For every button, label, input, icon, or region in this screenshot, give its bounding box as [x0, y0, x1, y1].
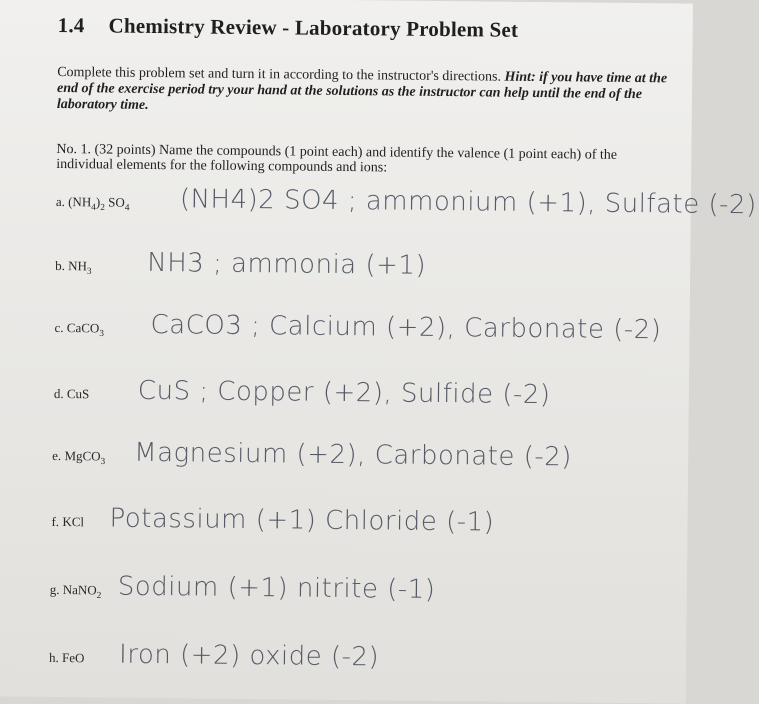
item-c: [54, 309, 661, 345]
chemical-formula: MgCO$_3$: [64, 448, 106, 468]
section-number: 1.4: [57, 12, 85, 38]
question-prompt: No. 1. (32 points) Name the compounds (1 point each) and identify the valence (1 point each) of the individual elements for the following compounds and ions:: [56, 141, 618, 176]
handwritten-answer: NH3 ; ammonia (+1): [147, 247, 427, 281]
title-text: Chemistry Review - Laboratory Problem Set: [108, 13, 519, 42]
item-label: b. $NH_3$: [55, 257, 92, 277]
item-label: f. KCl: [51, 513, 85, 530]
item-g: [50, 571, 436, 605]
item-label: g. NaNO$_2$: [49, 581, 102, 602]
handwritten-answer: (NH4)2 SO4 ; ammonium (+1), Sulfate (-2): [179, 184, 757, 221]
handwritten-answer: Sodium (+1) nitrite (-1): [117, 571, 436, 605]
item-label: h. FeO: [49, 649, 85, 666]
chemical-formula: $NH_3$: [68, 258, 92, 277]
item-h: [49, 639, 379, 672]
handwritten-answer: CuS ; Copper (+2), Sulfide (-2): [137, 375, 551, 411]
item-d: [54, 375, 551, 410]
instructions-text: Complete this problem set and turn it in according to the instructor's directions.: [57, 64, 505, 85]
handwritten-answer: Iron (+2) oxide (-2): [118, 639, 380, 673]
handwritten-answer: CaCO3 ; Calcium (+2), Carbonate (-2): [150, 309, 662, 346]
chemical-formula: CuS: [66, 386, 90, 402]
page-title: [58, 13, 519, 43]
item-label: e. MgCO$_3$: [52, 447, 106, 468]
handwritten-answer: Magnesium (+2), Carbonate (-2): [134, 437, 573, 473]
chemical-formula: NaNO$_2$: [62, 582, 102, 602]
chemical-formula: KCl: [62, 514, 85, 530]
item-e: [52, 437, 572, 472]
chemical-formula: FeO: [62, 650, 85, 666]
item-label: c. CaCO$_3$: [54, 319, 104, 340]
handwritten-answer: Potassium (+1) Chloride (-1): [109, 503, 495, 538]
item-f: [51, 503, 494, 538]
chemical-formula: $(NH_4)_2$ $SO_4$: [68, 194, 130, 214]
chemical-formula: CaCO$_3$: [66, 320, 104, 340]
item-label: d. CuS: [53, 385, 90, 402]
item-label: a. $(NH_4)_2$ $SO_4$: [55, 193, 130, 214]
hint-text: Hint: if you have time at the end of the exercise period try your hand at the solutions as the instructor can help until the end of the laboratory time.: [56, 69, 668, 113]
item-a: [56, 183, 757, 220]
item-b: [55, 247, 426, 281]
instructions-paragraph: [57, 65, 667, 119]
